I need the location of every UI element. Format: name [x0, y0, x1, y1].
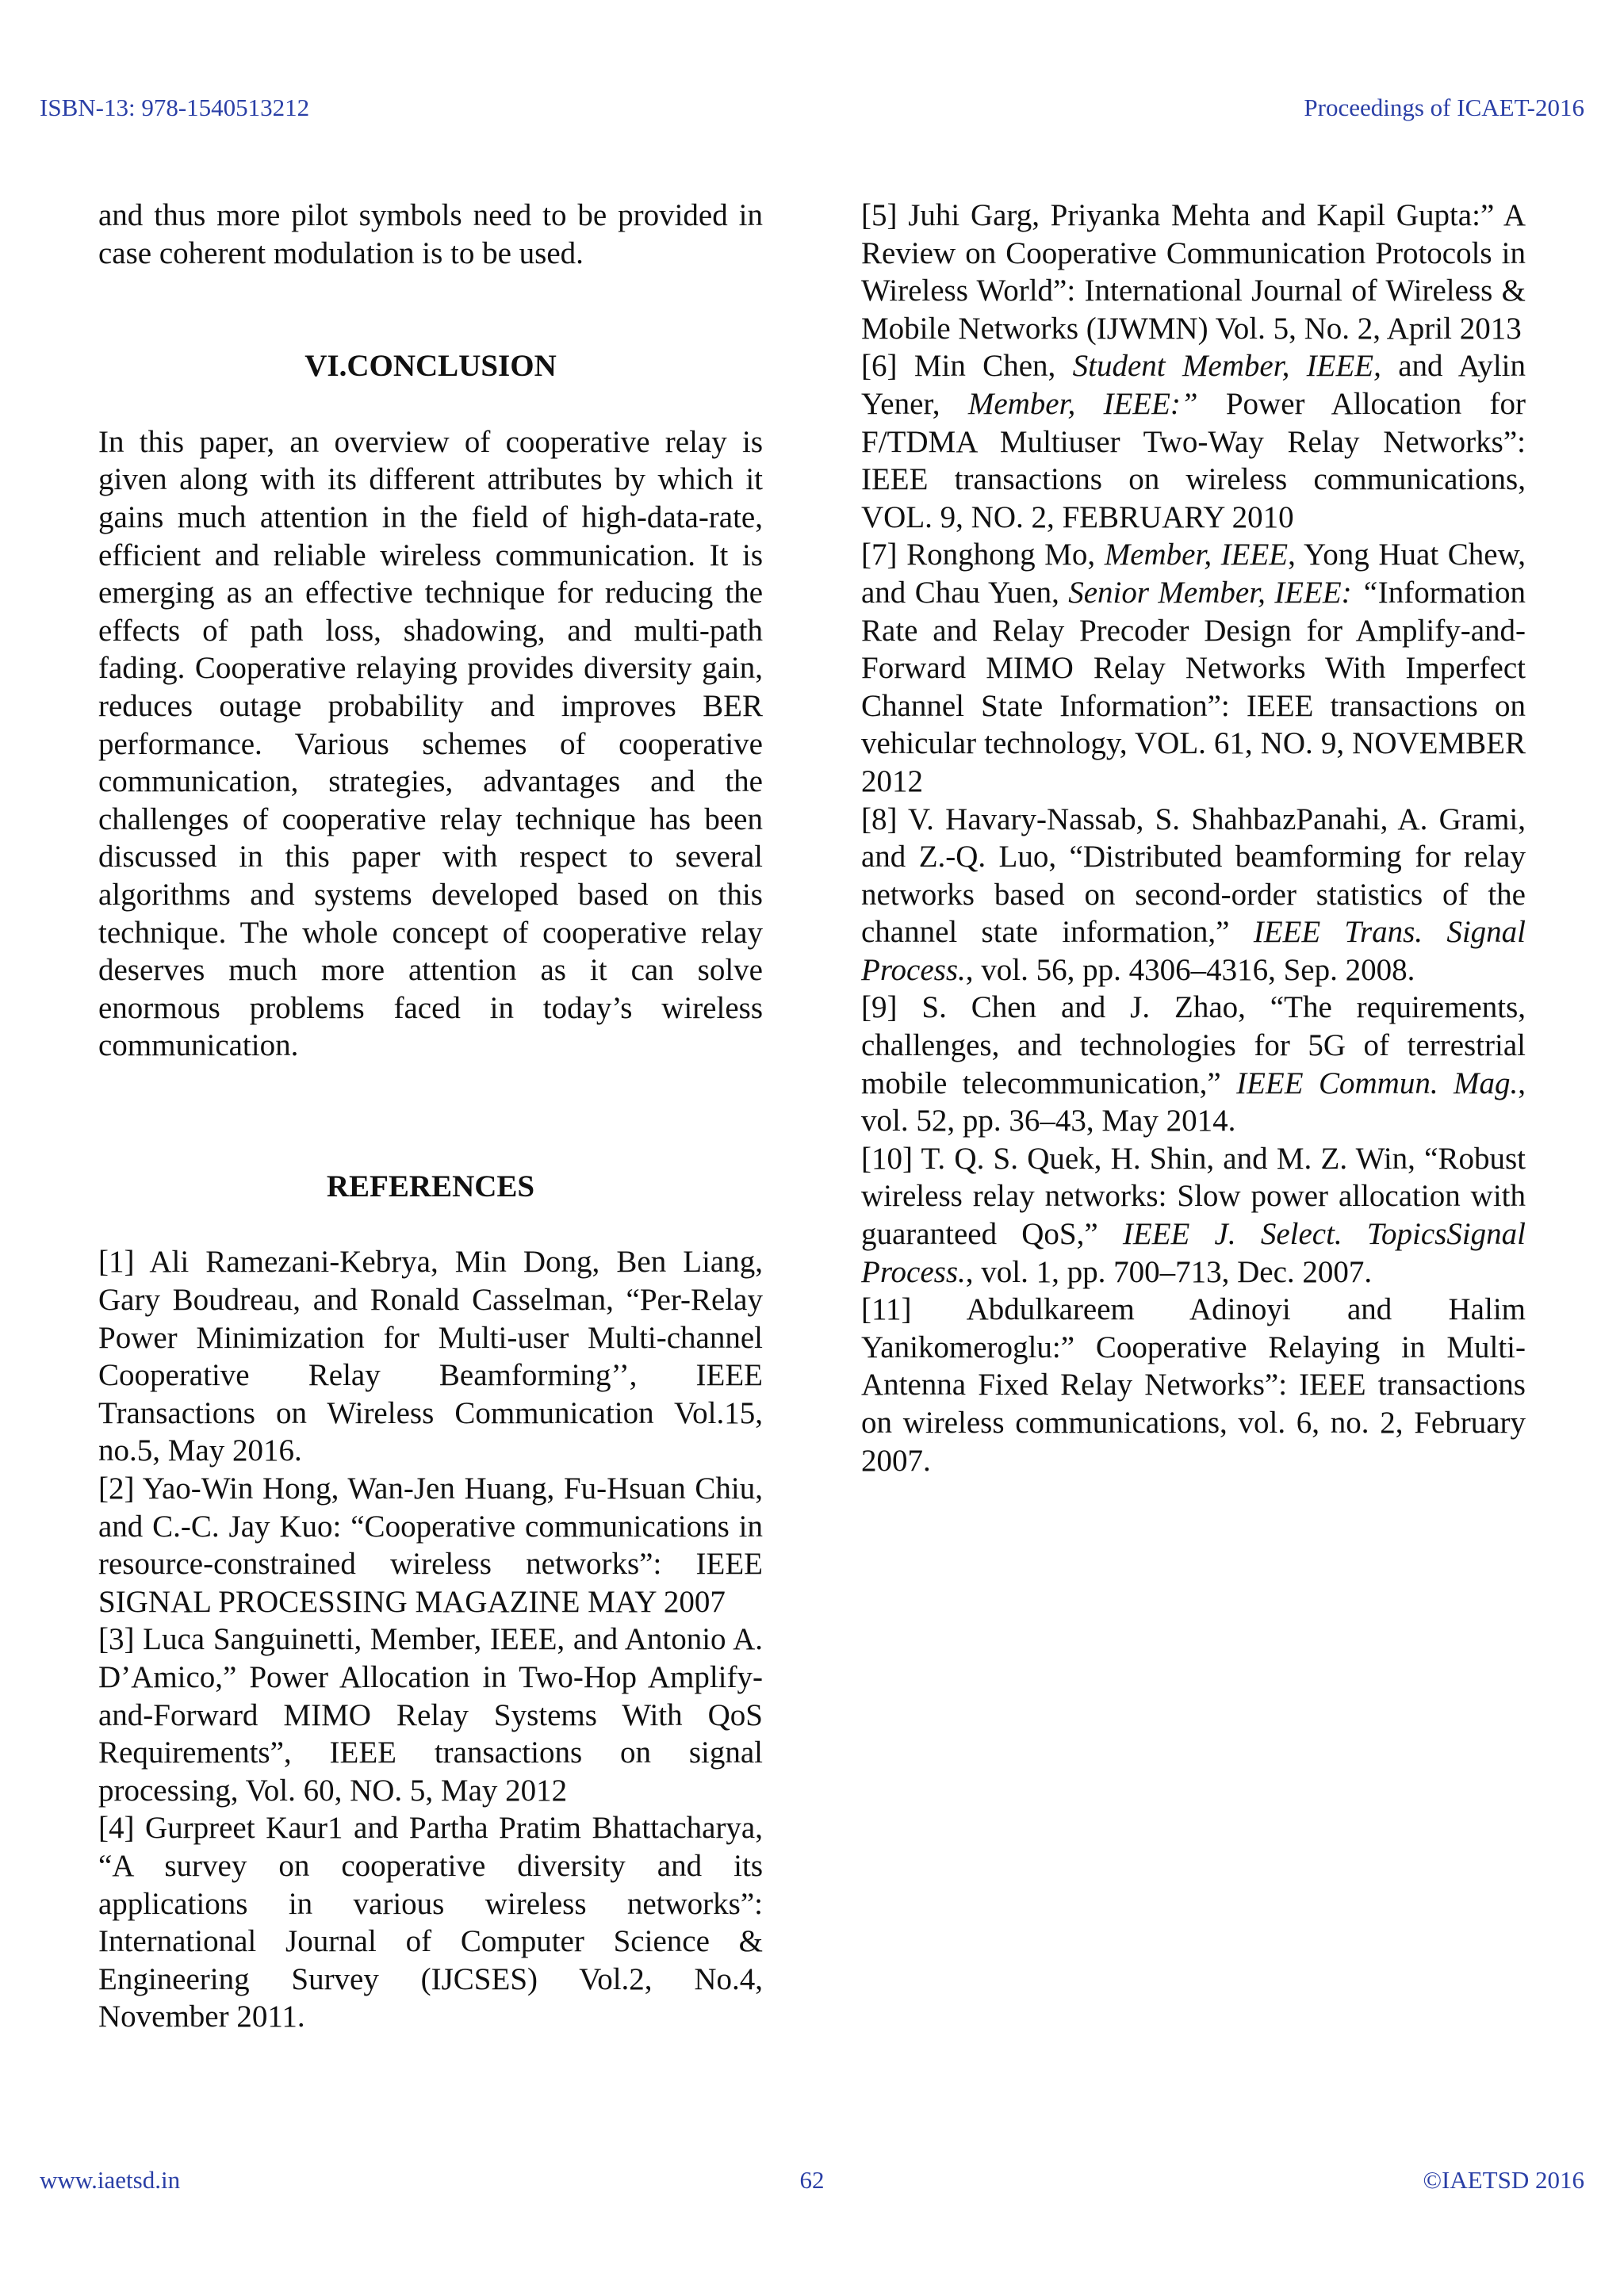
- reference-8-text: [8] V. Havary-Nassab, S. ShahbazPanahi, A. Grami, and Z.-Q. Luo, “Distributed beamforming for relay networks based on second-order statistics of the channel state information,”: [861, 802, 1526, 950]
- reference-3: [3] Luca Sanguinetti, Member, IEEE, and Antonio A. D’Amico,” Power Allocation in Two-Hop Amplify-and-Forward MIMO Relay Systems With QoS Requirements”, IEEE transactions on signal processing, Vol. 60, NO. 5, May 2012: [98, 1622, 763, 1808]
- reference-8: [861, 801, 1526, 989]
- copyright-label: ©IAETSD 2016: [1423, 2166, 1584, 2194]
- reference-9: [861, 989, 1526, 1139]
- reference-6-author-2: and Aylin Yener,: [861, 349, 1526, 421]
- reference-10-text: [10] T. Q. S. Quek, H. Shin, and M. Z. Win, “Robust wireless relay networks: Slow power allocation with guaranteed QoS,”: [861, 1141, 1526, 1252]
- reference-5: [5] Juhi Garg, Priyanka Mehta and Kapil Gupta:” A Review on Cooperative Communication Protocols in Wireless World”: International Journal of Wireless & Mobile Networks (IJWMN) Vol. 5, No. 2, April 2013: [861, 198, 1526, 346]
- website-link[interactable]: www.iaetsd.in: [40, 2166, 181, 2194]
- reference-10-details: , vol. 1, pp. 700–713, Dec. 2007.: [965, 1254, 1373, 1289]
- reference-6-affiliation-2: Member, IEEE:”: [967, 386, 1198, 421]
- reference-7-affiliation-2: Senior Member, IEEE: “: [1068, 575, 1378, 610]
- reference-6-authors: [6] Min Chen,: [861, 349, 1073, 384]
- conclusion-paragraph: In this paper, an overview of cooperative relay is given along with its different attributes by which it gains much attention in the field of high-data-rate, efficient and reliable wireless communication. It is emerging as an effective technique for reducing the effects of path loss, shadowing, and multi-path fading. Cooperative relaying provides diversity gain, reduces outage probability and improves BER performance. Various schemes of cooperative communication, strategies, advantages and the challenges of cooperative relay technique has been discussed in this paper with respect to several algorithms and systems developed based on this technique. The whole concept of cooperative relay deserves much more attention as it can solve enormous problems faced in today’s wireless communication.: [98, 424, 763, 1063]
- references-heading: REFERENCES: [326, 1169, 535, 1203]
- proceedings-label: Proceedings of ICAET-2016: [1304, 94, 1584, 121]
- reference-7-title: Information Rate and Relay Precoder Design for Amplify-and-Forward MIMO Relay Networks With Imperfect Channel State Information”: IEEE transactions on vehicular technology, VOL. 61, NO. 9, NOVEMBER 2012: [861, 575, 1526, 798]
- intro-paragraph: and thus more pilot symbols need to be provided in case coherent modulation is to be used.: [98, 198, 763, 270]
- isbn-label: ISBN-13: 978-1540513212: [40, 94, 310, 121]
- reference-8-details: , vol. 56, pp. 4306–4316, Sep. 2008.: [965, 952, 1415, 987]
- reference-6-affiliation-1: Student Member, IEEE,: [1072, 349, 1381, 384]
- reference-4: [4] Gurpreet Kaur1 and Partha Pratim Bhattacharya, “A survey on cooperative diversity and its applications in various wireless networks”: International Journal of Computer Science & Engineering Survey (IJCSES) Vol.2, No.4, November 2011.: [98, 1811, 763, 2034]
- reference-1: [1] Ali Ramezani-Kebrya, Min Dong, Ben Liang, Gary Boudreau, and Ronald Casselman, “Per-Relay Power Minimization for Multi-user Multi-channel Cooperative Relay Beamforming’’, IEEE Transactions on Wireless Communication Vol.15, no.5, May 2016.: [98, 1245, 763, 1468]
- reference-6-title: Power Allocation for F/TDMA Multiuser Two-Way Relay Networks”: IEEE transactions on wireless communications, VOL. 9, NO. 2, FEBRUARY 2010: [861, 386, 1526, 534]
- right-column: [861, 197, 1526, 1479]
- reference-6: [861, 347, 1526, 536]
- reference-7: [861, 536, 1526, 800]
- reference-9-details: , vol. 52, pp. 36–43, May 2014.: [861, 1066, 1526, 1138]
- reference-11: [11] Abdulkareem Adinoyi and Halim Yanikomeroglu:” Cooperative Relaying in Multi-Antenna Fixed Relay Networks”: IEEE transactions on wireless communications, vol. 6, no. 2, February 2007.: [861, 1292, 1526, 1478]
- reference-7-author-2: , Yong Huat Chew, and Chau Yuen,: [861, 538, 1526, 610]
- reference-7-authors: [7] Ronghong Mo,: [861, 538, 1105, 572]
- conclusion-heading: VI.CONCLUSION: [304, 349, 557, 384]
- reference-7-affiliation-1: Member, IEEE: [1104, 538, 1289, 572]
- page-number: 62: [799, 2166, 825, 2194]
- reference-9-journal: IEEE Commun. Mag.: [1236, 1066, 1519, 1100]
- reference-10-journal: IEEE J. Select. TopicsSignal Process.: [861, 1217, 1526, 1289]
- left-column: [98, 197, 763, 2036]
- reference-2: [2] Yao-Win Hong, Wan-Jen Huang, Fu-Hsuan Chiu, and C.-C. Jay Kuo: “Cooperative communications in resource-constrained wireless networks”: IEEE SIGNAL PROCESSING MAGAZINE MAY 2007: [98, 1471, 763, 1619]
- reference-8-journal: IEEE Trans. Signal Process.: [861, 915, 1526, 987]
- reference-9-text: [9] S. Chen and J. Zhao, “The requirements, challenges, and technologies for 5G of terrestrial mobile telecommunication,”: [861, 990, 1526, 1100]
- reference-10: [861, 1140, 1526, 1291]
